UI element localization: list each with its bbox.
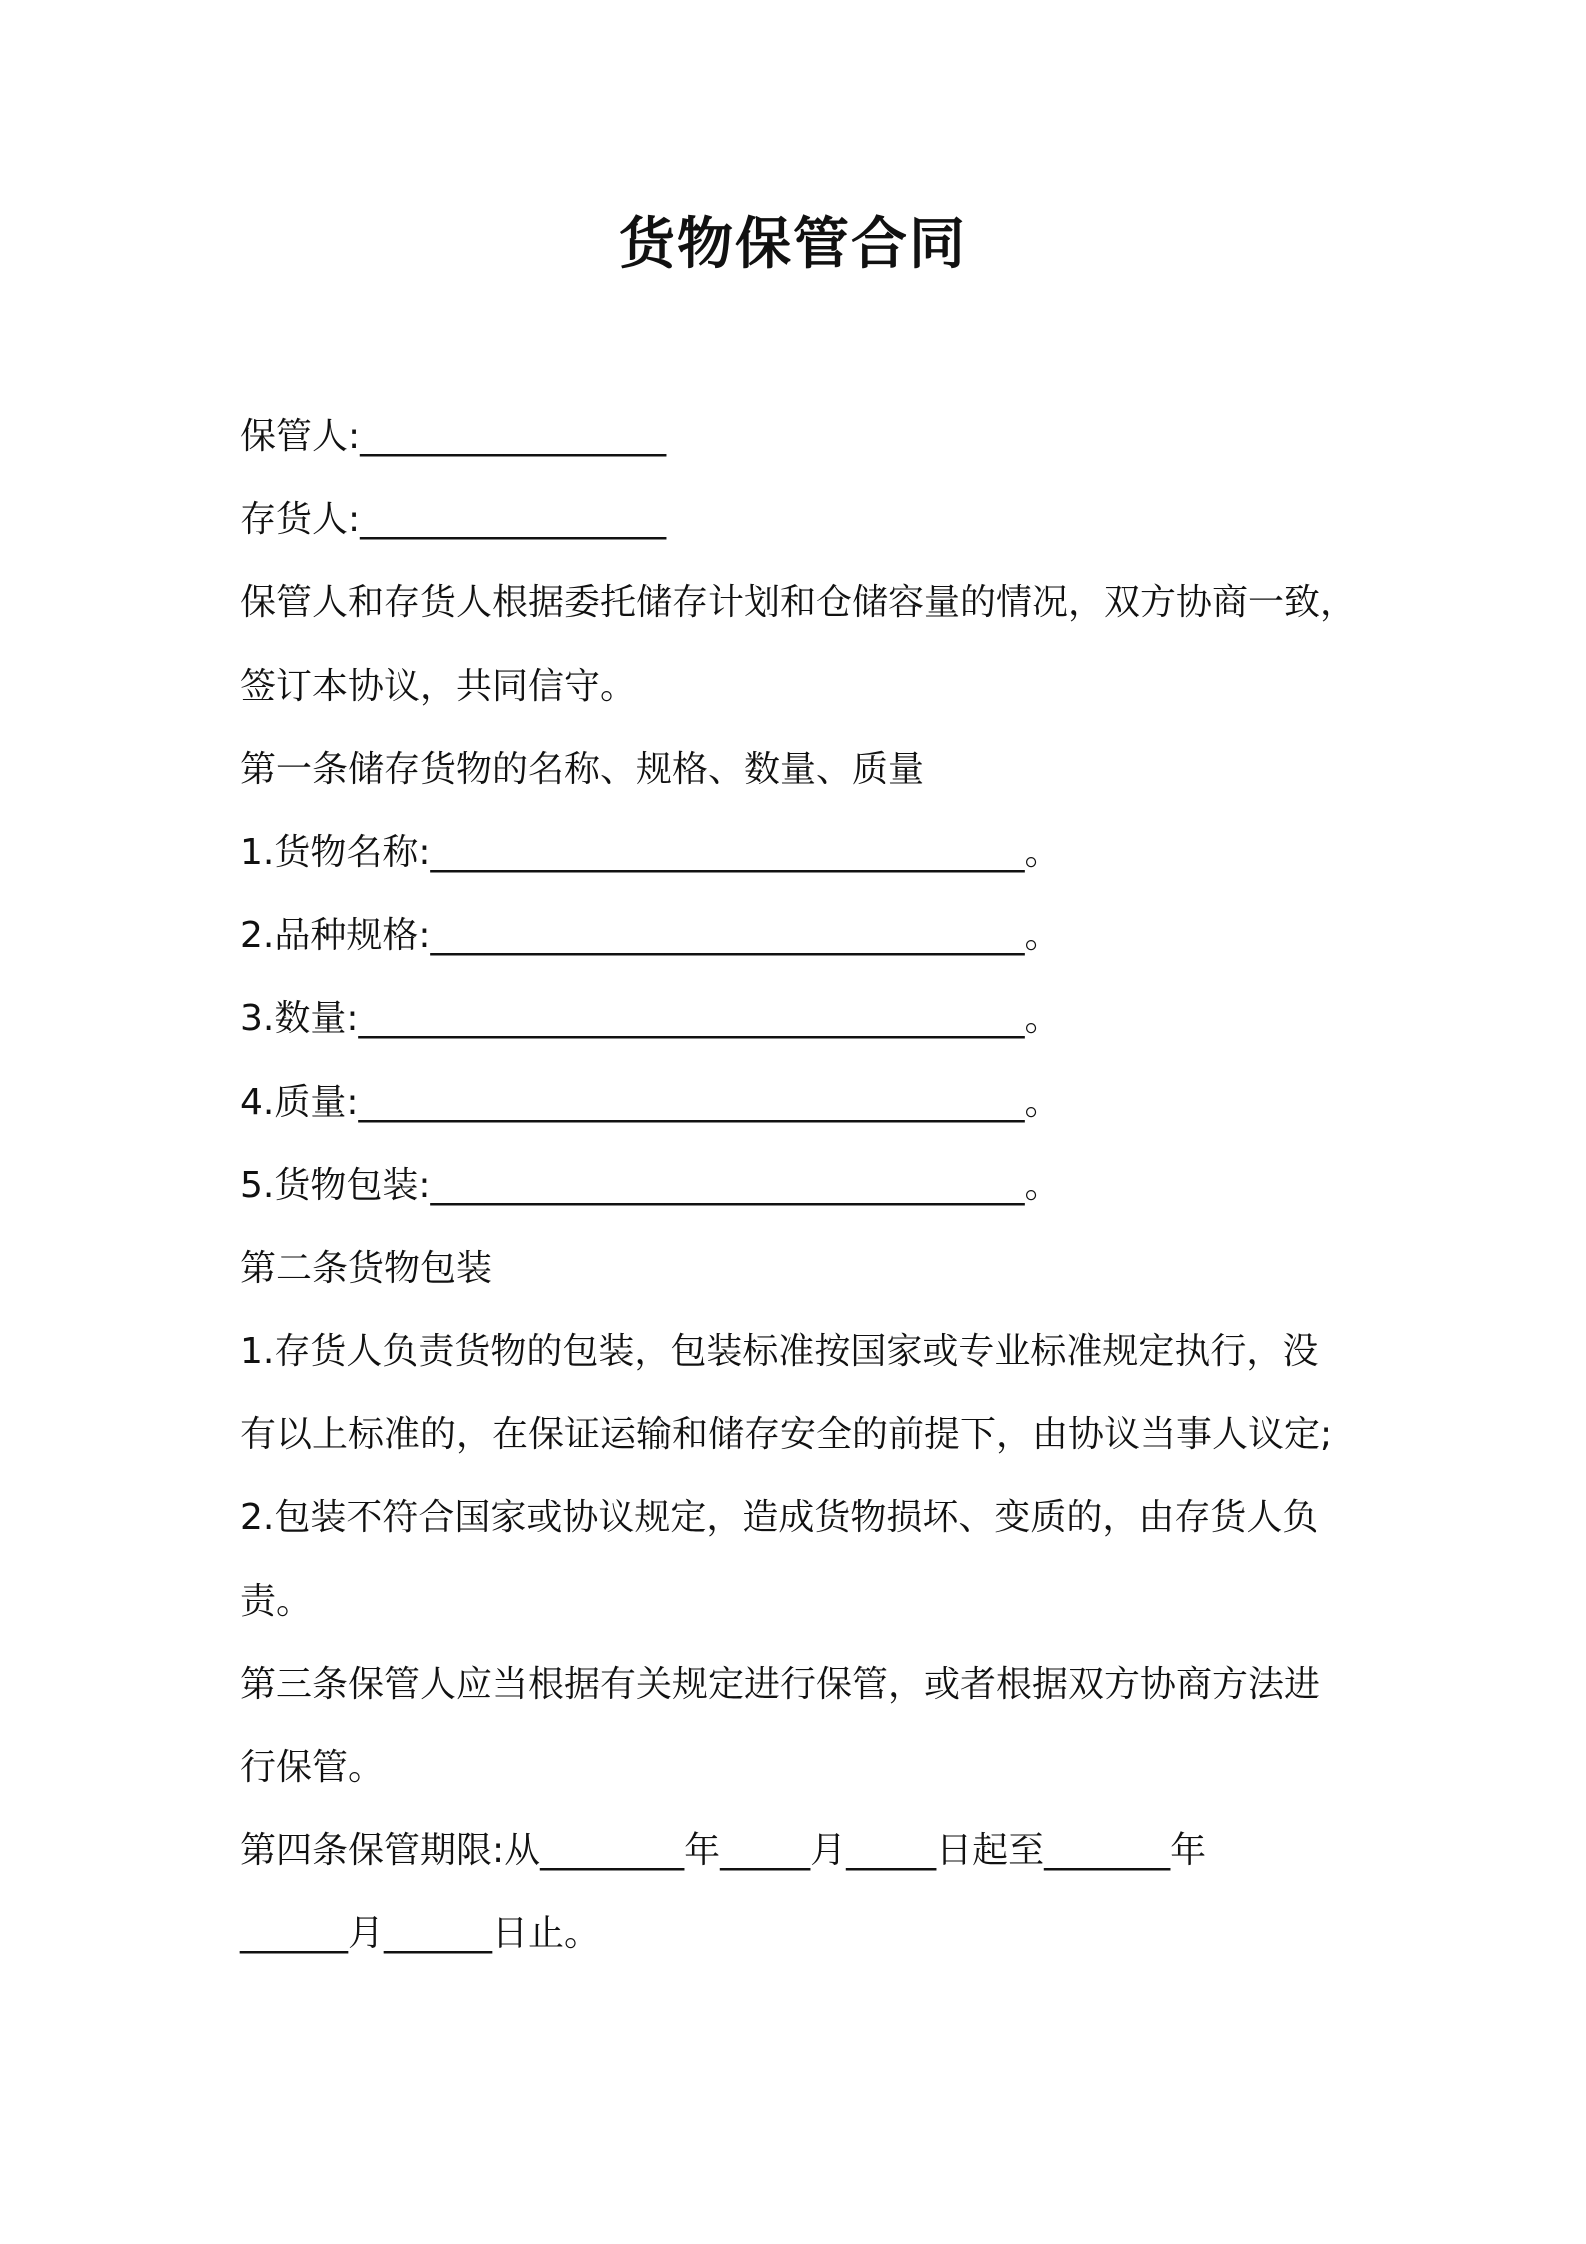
line-preamble-1: 保管人和存货人根据委托储存计划和仓储容量的情况，双方协商一致， xyxy=(240,582,1357,624)
article-2-item-1-line-1: 1.存货人负责货物的包装，包装标准按国家或专业标准规定执行，没 xyxy=(240,1331,1319,1373)
article-4-line-1: 第四条保管期限:从________年_____月_____日起至_______年 xyxy=(240,1830,1207,1872)
article-2-heading: 第二条货物包装 xyxy=(240,1247,493,1289)
article-1-item-4: 4.质量:_____________________________________。 xyxy=(240,1081,1061,1123)
article-3-line-2: 行保管。 xyxy=(240,1747,385,1788)
line-preamble-2: 签订本协议，共同信守。 xyxy=(240,665,637,707)
article-2-item-2-line-1: 2.包装不符合国家或协议规定，造成货物损坏、变质的，由存货人负 xyxy=(240,1497,1319,1539)
article-1-item-5: 5.货物包装:_________________________________。 xyxy=(240,1164,1061,1206)
article-3-line-1: 第三条保管人应当根据有关规定进行保管，或者根据双方协商方法进 xyxy=(240,1663,1321,1705)
article-4-line-2: ______月______日止。 xyxy=(240,1913,601,1955)
article-2-item-1-line-2: 有以上标准的，在保证运输和储存安全的前提下，由协议当事人议定; xyxy=(240,1414,1333,1456)
article-1-item-1: 1.货物名称:_________________________________。 xyxy=(240,831,1061,873)
article-1-heading: 第一条储存货物的名称、规格、数量、质量 xyxy=(240,748,925,790)
article-1-item-2: 2.品种规格:_________________________________。 xyxy=(240,915,1061,957)
article-1-item-3: 3.数量:_____________________________________。 xyxy=(240,998,1061,1040)
article-2-item-2-line-2: 责。 xyxy=(240,1580,313,1622)
document-title: 货物保管合同 xyxy=(619,212,967,277)
line-depositor: 存货人:_________________ xyxy=(240,499,667,541)
line-custodian: 保管人:_________________ xyxy=(240,416,667,457)
document-body xyxy=(240,395,1370,1976)
